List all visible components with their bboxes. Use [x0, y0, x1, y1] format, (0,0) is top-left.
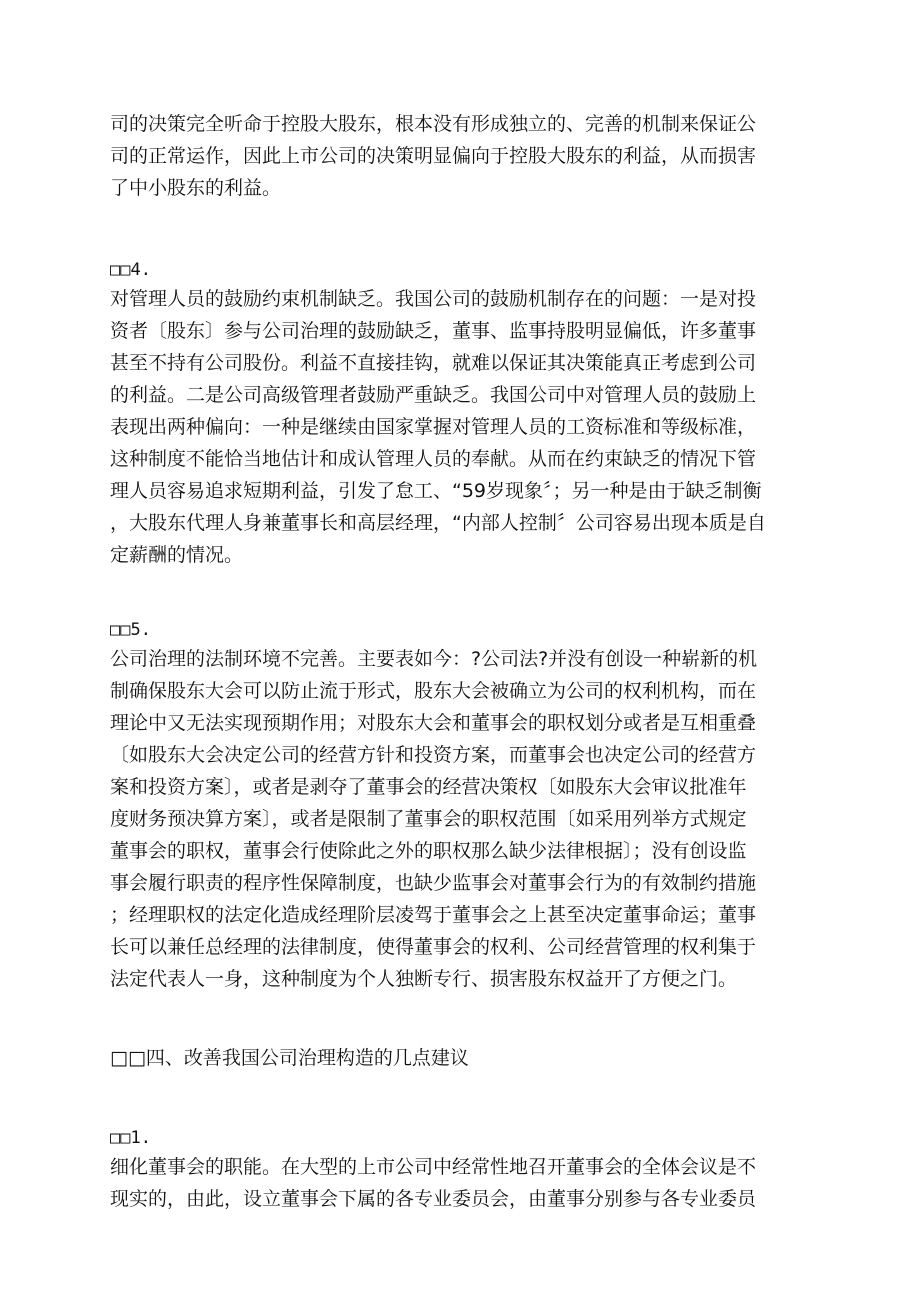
text-line: 长可以兼任总经理的法律制度，使得董事会的权利、公司经营管理的权利集于 [110, 936, 757, 958]
text-line: 法定代表人一身，这种制度为个人独断专行、损害股东权益开了方便之门。 [110, 968, 738, 990]
text-line: 董事会的职权，董事会行使除此之外的职权那么缺少法律根据〕；没有创设监 [110, 840, 747, 862]
item-number-1: □□1. [110, 1128, 151, 1148]
text-line: 细化董事会的职能。在大型的上市公司中经常性地召开董事会的全体会议是不 [110, 1156, 757, 1178]
item-number-4: □□4. [110, 260, 151, 280]
text-line: 甚至不持有公司股份。利益不直接挂钩，就难以保证其决策能真正考虑到公司 [110, 352, 757, 374]
text-line: 现实的，由此，设立董事会下属的各专业委员会，由董事分别参与各专业委员 [110, 1188, 757, 1210]
text-line: 度财务预决算方案〕，或者是限制了董事会的职权范围〔如采用列举方式规定 [110, 808, 747, 830]
text-line: 公司治理的法制环境不完善。主要表如今：?公司法?并没有创设一种崭新的机 [110, 648, 758, 670]
section-heading: □□四、改善我国公司治理构造的几点建议 [110, 1047, 469, 1069]
text-line: 定薪酬的情况。 [110, 544, 244, 566]
text-line: 〔如股东大会决定公司的经营方针和投资方案，而董事会也决定公司的经营方 [110, 744, 757, 766]
text-line: 了中小股东的利益。 [110, 177, 282, 199]
text-line: 这种制度不能恰当地估计和成认管理人员的奉献。从而在约束缺乏的情况下管 [110, 448, 757, 470]
text-line: 的利益。二是公司高级管理者鼓励严重缺乏。我国公司中对管理人员的鼓励上 [110, 384, 757, 406]
text-line: 理人员容易追求短期利益，引发了怠工、“59岁现象〞；另一种是由于缺乏制衡 [110, 480, 762, 502]
text-line: 司的决策完全听命于控股大股东，根本没有形成独立的、完善的机制来保证公 [110, 113, 757, 135]
text-line: 对管理人员的鼓励约束机制缺乏。我国公司的鼓励机制存在的问题：一是对投 [110, 288, 757, 310]
text-line: 制确保股东大会可以防止流于形式，股东大会被确立为公司的权利机构，而在 [110, 680, 757, 702]
text-line: 资者〔股东〕参与公司治理的鼓励缺乏，董事、监事持股明显偏低，许多董事 [110, 320, 757, 342]
item-number-5: □□5. [110, 620, 151, 640]
text-line: 表现出两种偏向：一种是继续由国家掌握对管理人员的工资标准和等级标准， [110, 416, 757, 438]
text-line: ，大股东代理人身兼董事长和高层经理，“内部人控制〞公司容易出现本质是自 [110, 512, 766, 534]
text-line: 事会履行职责的程序性保障制度，也缺少监事会对董事会行为的有效制约措施 [110, 872, 757, 894]
text-line: ；经理职权的法定化造成经理阶层凌驾于董事会之上甚至决定董事命运；董事 [110, 904, 757, 926]
text-line: 司的正常运作，因此上市公司的决策明显偏向于控股大股东的利益，从而损害 [110, 145, 757, 167]
text-line: 理论中又无法实现预期作用；对股东大会和董事会的职权划分或者是互相重叠 [110, 712, 757, 734]
text-line: 案和投资方案〕，或者是剥夺了董事会的经营决策权〔如股东大会审议批准年 [110, 776, 747, 798]
